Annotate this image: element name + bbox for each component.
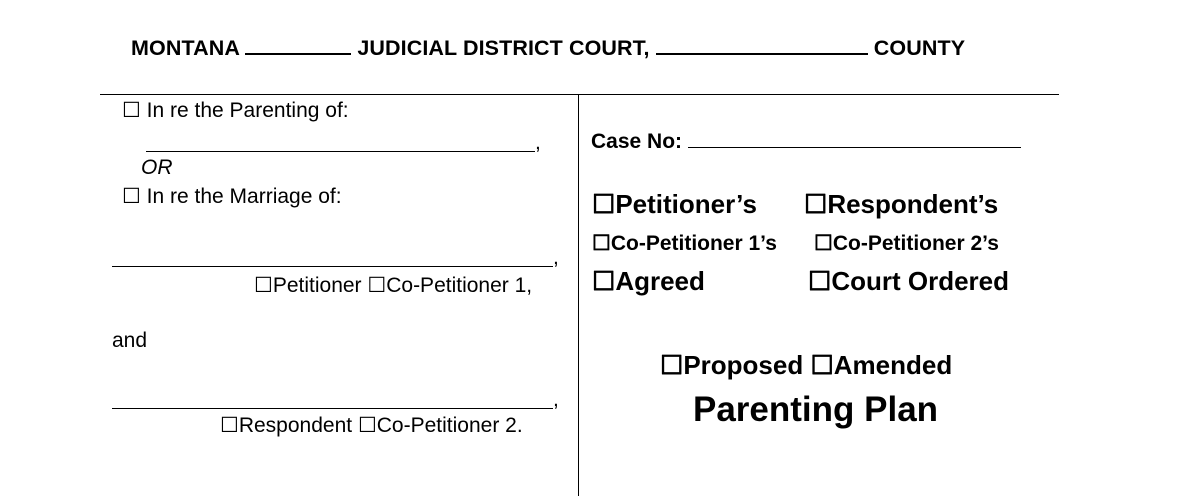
case-number-field[interactable] (688, 146, 1021, 148)
co-petitioner-1s-option (592, 231, 777, 256)
amended-checkbox[interactable]: ☐ (810, 350, 834, 380)
co-petitioner-1-label: Co-Petitioner 1, (386, 274, 533, 297)
parenting-name-field[interactable] (146, 151, 535, 152)
marriage-label: In re the Marriage of: (146, 185, 342, 208)
petitioner-checkbox[interactable]: ☐ (254, 274, 273, 297)
party2-comma: , (553, 388, 559, 411)
petitioners-checkbox[interactable]: ☐ (592, 189, 616, 219)
marriage-checkbox[interactable]: ☐ (122, 185, 141, 208)
parenting-label: In re the Parenting of: (146, 99, 349, 122)
petitioner-label: Petitioner (272, 274, 362, 297)
respondent-label: Respondent (238, 414, 353, 437)
party1-name-field[interactable] (112, 266, 553, 267)
header-state: MONTANA (131, 36, 240, 60)
agreed-option (592, 266, 705, 297)
case-number (591, 130, 1021, 154)
district-number-field[interactable] (245, 52, 351, 55)
court-header (131, 36, 965, 61)
co-petitioner-2s-option (814, 231, 999, 256)
co-petitioner-2-checkbox[interactable]: ☐ (357, 414, 377, 437)
header-county: COUNTY (873, 36, 966, 60)
agreed-label: Agreed (615, 266, 705, 296)
co-petitioner-1s-checkbox[interactable]: ☐ (592, 232, 611, 255)
court-ordered-label: Court Ordered (831, 266, 1009, 296)
respondent-checkbox[interactable]: ☐ (220, 414, 239, 437)
county-name-field[interactable] (656, 52, 868, 55)
petitioners-option (592, 189, 757, 220)
co-petitioner-2s-checkbox[interactable]: ☐ (814, 232, 833, 255)
proposed-label: Proposed (683, 350, 804, 380)
petitioners-label: Petitioner’s (615, 189, 757, 219)
caption-top-rule (100, 94, 1059, 95)
caption-divider (578, 95, 579, 496)
court-ordered-option (808, 266, 1009, 297)
respondents-checkbox[interactable]: ☐ (804, 189, 828, 219)
amended-label: Amended (833, 350, 953, 380)
parenting-comma: , (535, 131, 541, 154)
respondents-option (804, 189, 998, 220)
document-title: Parenting Plan (693, 390, 939, 429)
plan-status-options (660, 350, 952, 381)
header-court: JUDICIAL DISTRICT COURT, (357, 36, 650, 60)
agreed-checkbox[interactable]: ☐ (592, 266, 616, 296)
parenting-checkbox[interactable]: ☐ (122, 99, 141, 122)
party1-role-options (254, 273, 532, 298)
marriage-option (122, 184, 342, 209)
co-petitioner-1s-label: Co-Petitioner 1’s (610, 232, 777, 255)
parenting-option (122, 98, 349, 123)
party2-name-field[interactable] (112, 408, 553, 409)
co-petitioner-2-label: Co-Petitioner 2. (376, 414, 523, 437)
party1-comma: , (553, 246, 559, 269)
case-no-label: Case No: (591, 130, 683, 153)
respondents-label: Respondent’s (827, 189, 999, 219)
court-ordered-checkbox[interactable]: ☐ (808, 266, 832, 296)
and-label: and (112, 329, 148, 352)
co-petitioner-2s-label: Co-Petitioner 2’s (832, 232, 999, 255)
party2-role-options (220, 413, 523, 438)
proposed-checkbox[interactable]: ☐ (660, 350, 684, 380)
co-petitioner-1-checkbox[interactable]: ☐ (367, 274, 387, 297)
or-label: OR (141, 156, 173, 179)
